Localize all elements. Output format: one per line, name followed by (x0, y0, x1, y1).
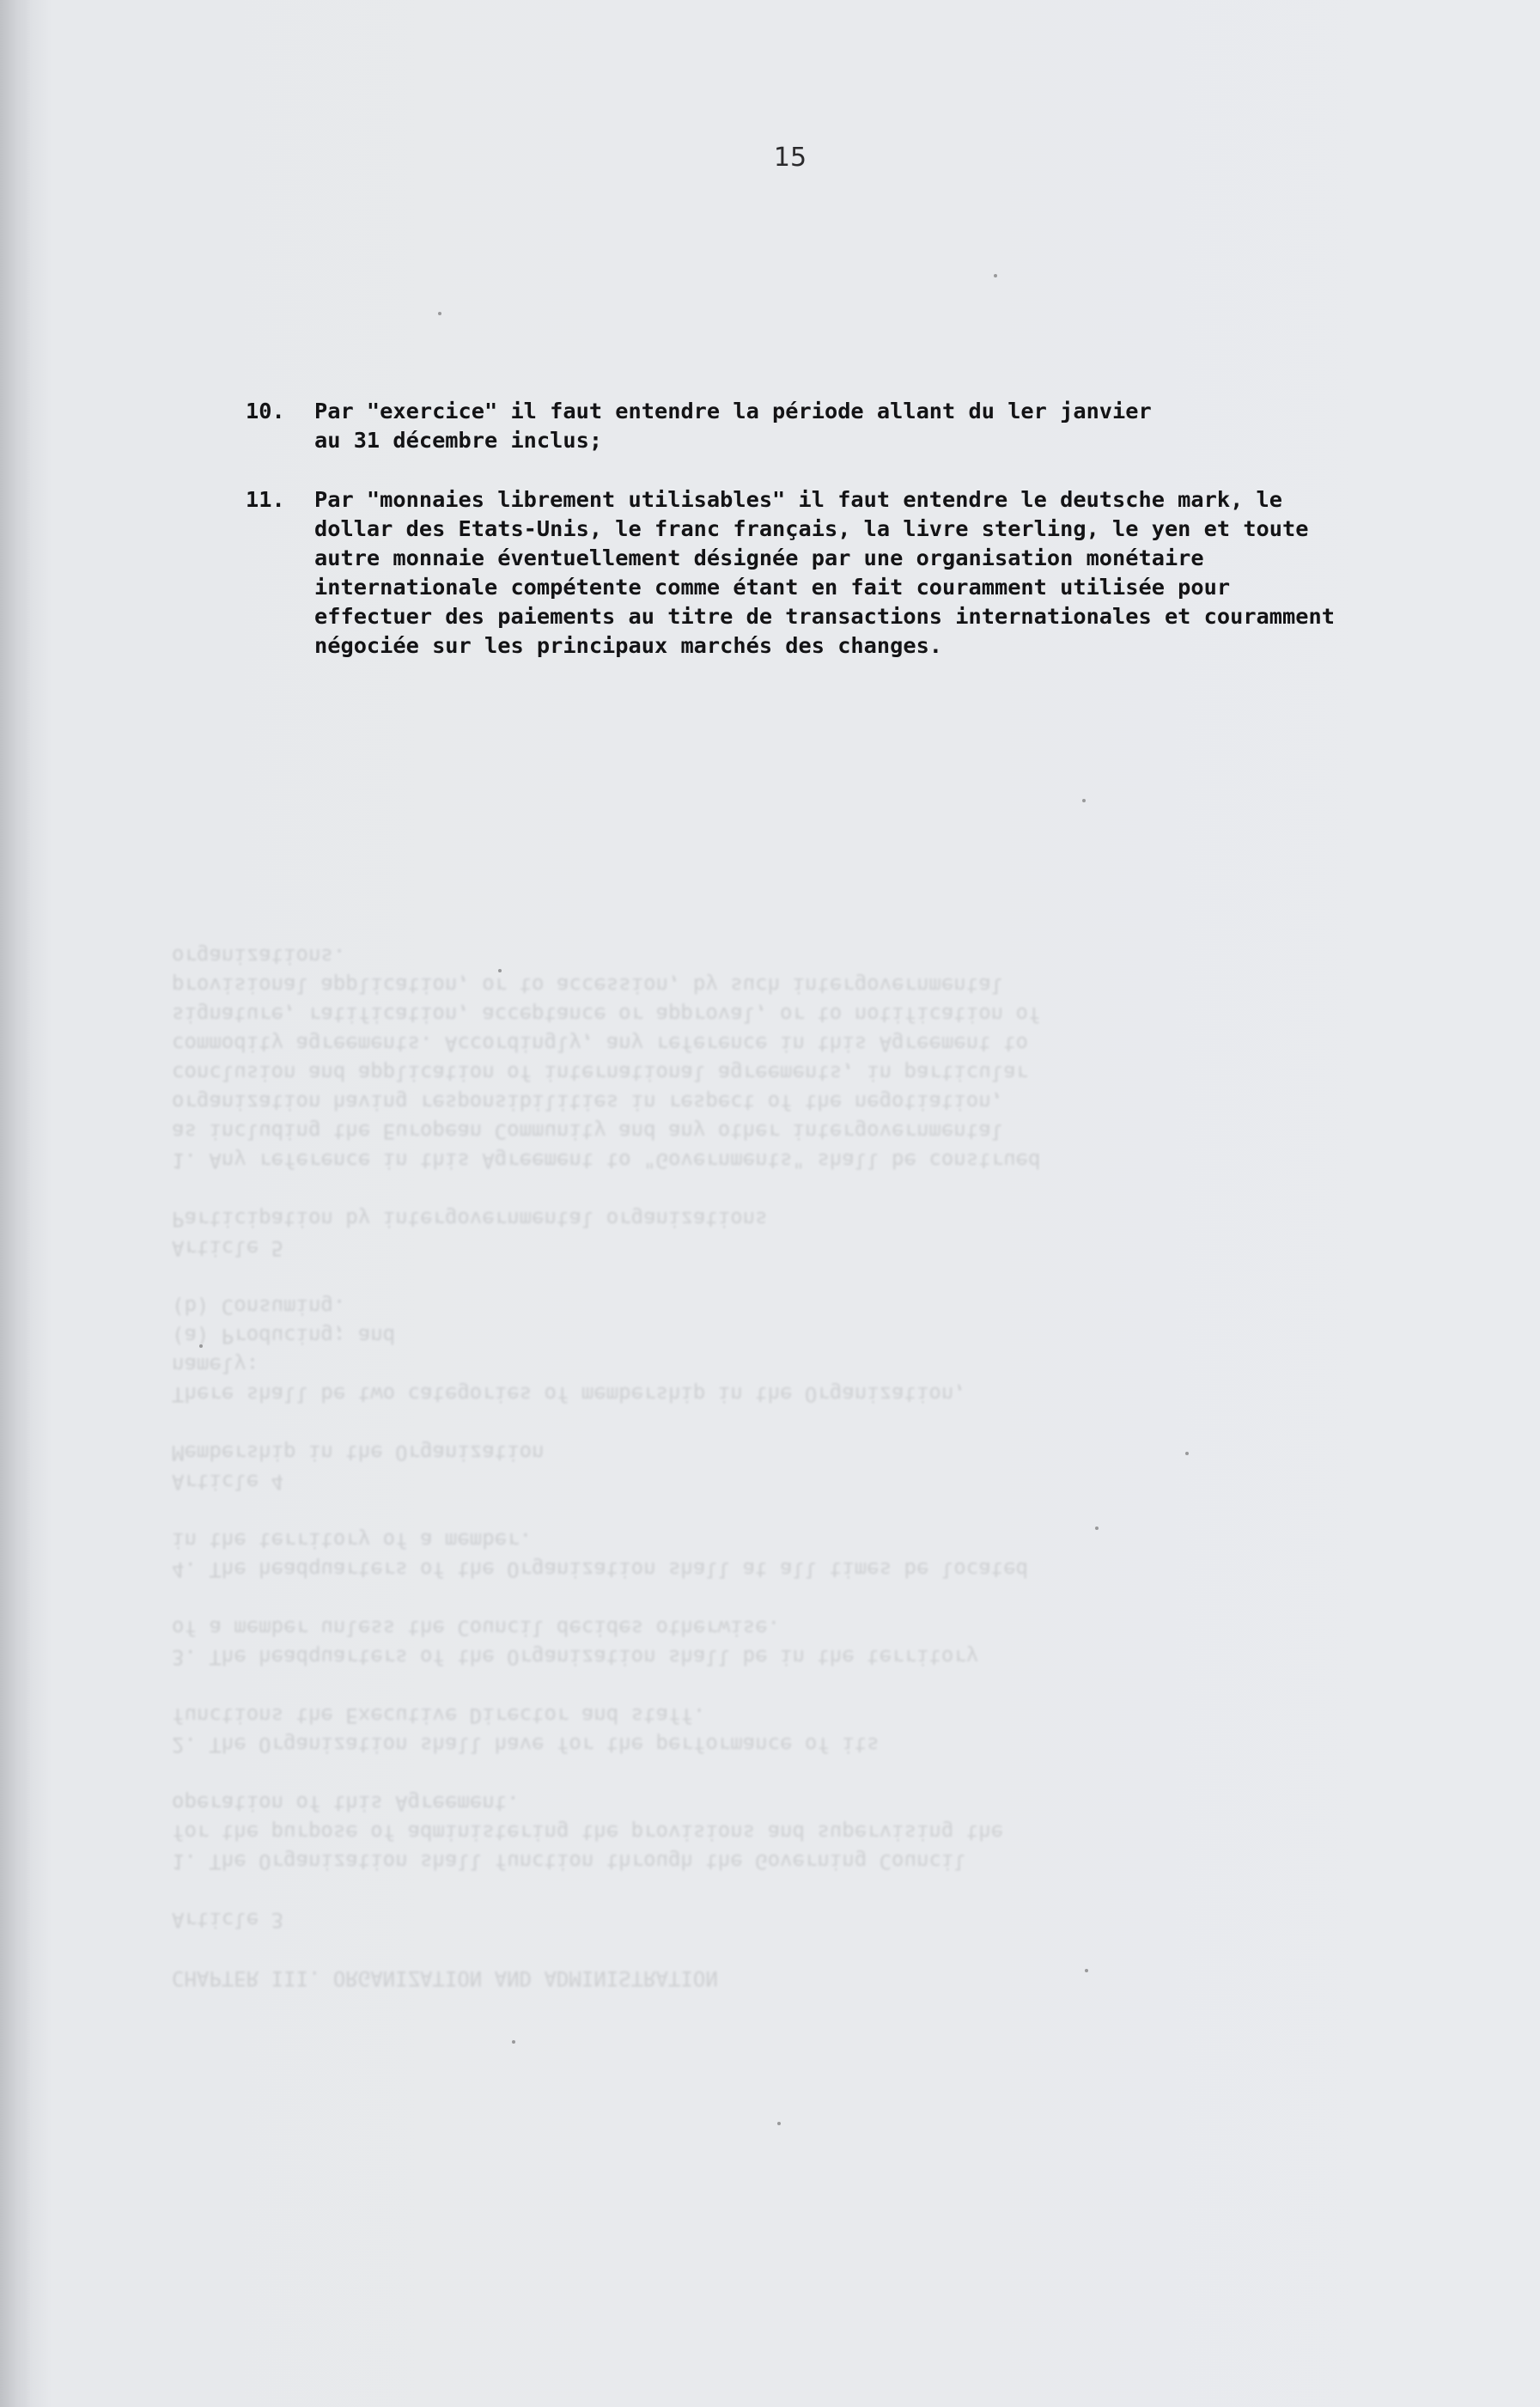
definition-item (246, 397, 1448, 455)
definition-line: dollar des Etats-Unis, le franc français, la livre sterling, le yen et toute (314, 516, 1309, 541)
definition-item (246, 485, 1448, 661)
scan-speck (1082, 799, 1086, 802)
scan-speck (512, 2040, 515, 2044)
definition-line: effectuer des paiements au titre de transactions internationales et couramment (314, 604, 1335, 629)
scan-speck (1185, 1452, 1189, 1455)
definition-line: Par "exercice" il faut entendre la période allant du ler janvier (314, 399, 1152, 424)
show-through-text: CHAPTER III. ORGANIZATION AND ADMINISTRATION Article 3 1. The Organization shall function through the Governing Council for the purpose of administering the provisions and supervising the operation of this Agreement. 2. The Organization shall have for the performance of its functions the Executive Director and staff. 3. The headquarters of the Organization shall be in the territory of a member unless the Council decides otherwise. 4. The headquarters of the Organization shall at all times be located in the territory of a member. Article 4 Membership in the Organization There shall be two categories of membership in the Organization, namely: (a) Producing; and (b) Consuming. Article 5 Participation by intergovernmental organizations 1. Any reference in this Agreement to "Governments" shall be construed as including the European Community and any other intergovernmental organization having responsibilities in respect of the negotiation, conclusion and application of international agreements, in particular commodity agreements. Accordingly, any reference in this Agreement to signature, ratification, acceptance or approval, or to notification of provisional application, or to accession, by such intergovernmental organizations. (172, 944, 1041, 1990)
definition-text (314, 397, 1448, 455)
scan-speck (994, 274, 997, 277)
definition-number: 10. (246, 399, 285, 424)
definition-line: négociée sur les principaux marchés des changes. (314, 633, 943, 658)
scan-speck (438, 312, 441, 315)
scan-speck (1095, 1526, 1099, 1530)
scan-speck (777, 2122, 781, 2125)
definition-line: internationale compétente comme étant en fait couramment utilisée pour (314, 575, 1231, 600)
scan-speck (199, 1344, 203, 1348)
definition-text (314, 485, 1448, 661)
page-edge-shadow (0, 0, 31, 2407)
definition-number: 11. (246, 487, 285, 512)
definition-line: Par "monnaies librement utilisables" il faut entendre le deutsche mark, le (314, 487, 1283, 512)
definitions-list (246, 397, 1448, 691)
scan-speck (1085, 1969, 1088, 1972)
scan-speck (498, 969, 502, 972)
definition-line: autre monnaie éventuellement désignée par une organisation monétaire (314, 545, 1204, 570)
page-number: 15 (773, 143, 807, 173)
definition-line: au 31 décembre inclus; (314, 428, 603, 453)
